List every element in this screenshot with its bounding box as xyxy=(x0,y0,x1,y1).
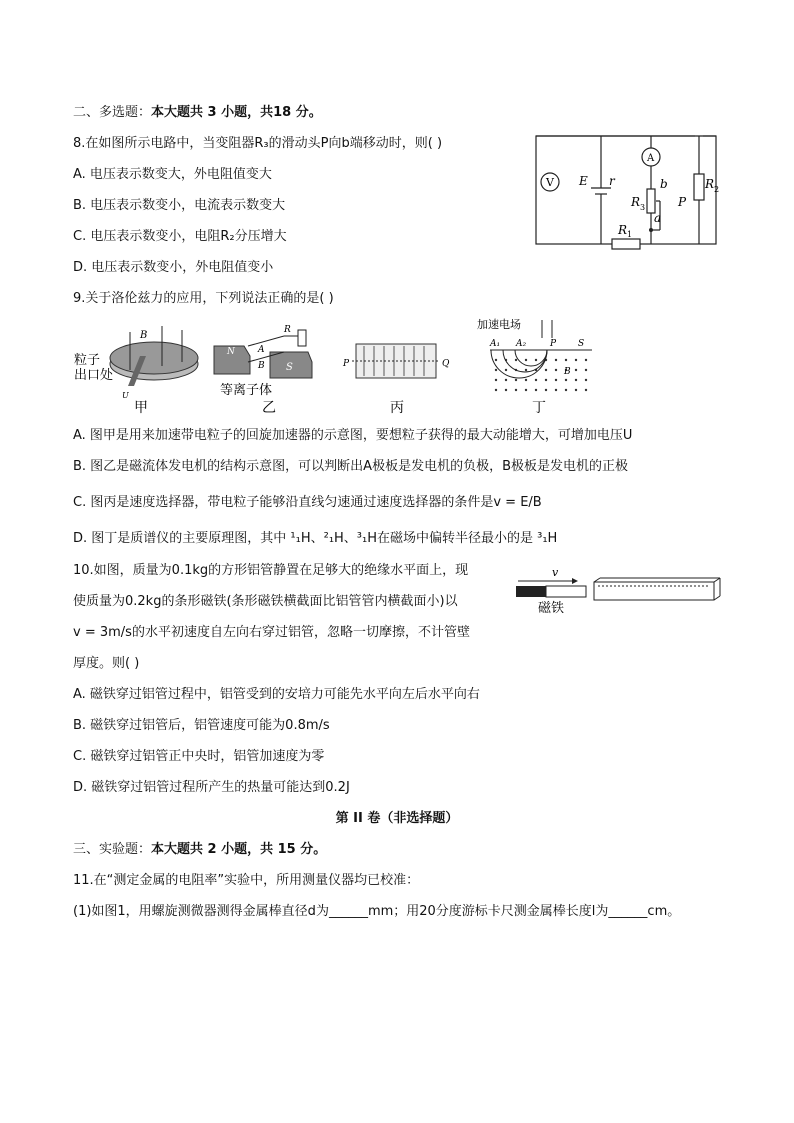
q10-option-c: C. 磁铁穿过铝管正中央时，铝管加速度为零 xyxy=(73,749,325,764)
q10-stem-line-1: 10.如图，质量为0.1kg的方形铝管静置在足够大的绝缘水平面上，现 xyxy=(73,563,469,578)
section-2-prefix: 二、多选题： xyxy=(73,105,152,120)
section-2-header xyxy=(73,104,322,122)
selector-p-label: P xyxy=(343,359,350,369)
mhd-generator-diagram xyxy=(214,325,312,416)
a-end-label: a xyxy=(654,211,662,225)
q10-stem-line-3: v = 3m/s的水平初速度自左向右穿过铝管，忽略一切摩擦，不计管壁 xyxy=(73,625,470,640)
voltmeter-label: V xyxy=(546,176,554,189)
q8-option-a: A. 电压表示数变大，外电阻值变大 xyxy=(73,167,272,182)
mhd-s-label: S xyxy=(286,362,293,373)
bar-magnet xyxy=(516,586,586,597)
q9-option-d: D. 图丁是质谱仪的主要原理图，其中 ¹₁H、²₁H、³₁H在磁场中偏转半径最小的是 ³₁H xyxy=(73,531,558,546)
q10-stem-line-2: 使质量为0.2kg的条形磁铁(条形磁铁横截面比铝管管内横截面小)以 xyxy=(73,594,458,609)
velocity-selector-diagram xyxy=(342,344,450,416)
cyclotron-label-1: 粒子 xyxy=(74,353,101,368)
mhd-plasma-label: 等离子体 xyxy=(220,383,273,398)
q8-option-d: D. 电压表示数变小，外电阻值变小 xyxy=(73,260,274,275)
q10-stem-line-4: 厚度。则( ) xyxy=(73,656,140,671)
cyclotron-label-2: 出口处 xyxy=(74,368,114,383)
mhd-b-label: B xyxy=(258,361,265,371)
selector-q-label: Q xyxy=(442,359,450,369)
section-3-prefix: 三、实验题： xyxy=(73,842,152,857)
q8-circuit-figure xyxy=(528,134,728,250)
q9-option-b: B. 图乙是磁流体发电机的结构示意图，可以判断出A极板是发电机的负极，B极板是发电机的正极 xyxy=(73,459,628,474)
magnet-label: 磁铁 xyxy=(538,601,565,616)
mhd-r-label: R xyxy=(284,325,291,335)
r1-label: R xyxy=(618,223,628,237)
q10-option-b: B. 磁铁穿过铝管后，铝管速度可能为0.8m/s xyxy=(73,718,330,733)
spectrometer-b-label: B xyxy=(564,367,571,377)
emf-label: E xyxy=(579,174,588,188)
spectrometer-s-label: S xyxy=(578,339,585,349)
q8-option-c: C. 电压表示数变小，电阻R₂分压增大 xyxy=(73,229,287,244)
q11-stem: 11.在“测定金属的电阻率”实验中，所用测量仪器均已校准： xyxy=(73,873,420,888)
r3-label: R xyxy=(631,195,641,209)
mhd-n-label: N xyxy=(227,347,235,357)
q8-stem: 8.在如图所示电路中，当变阻器R₃的滑动头P向b端移动时，则( ) xyxy=(73,136,443,151)
q9-option-c: C. 图丙是速度选择器，带电粒子能够沿直线匀速通过速度选择器的条件是v = E/B xyxy=(73,495,542,510)
r2-sub: 2 xyxy=(714,185,720,194)
section-3-header xyxy=(73,841,326,859)
r1-sub: 1 xyxy=(627,230,633,239)
spectrometer-title: 加速电场 xyxy=(477,318,521,331)
q9-figure xyxy=(72,316,612,416)
mass-spectrometer-diagram xyxy=(477,317,592,416)
section-2-info: 本大题共 3 小题，共18 分。 xyxy=(151,105,322,120)
part-2-title: 第 II 卷（非选择题） xyxy=(335,811,459,826)
panel-jia-label: 甲 xyxy=(134,400,148,416)
q10-figure xyxy=(512,564,722,618)
q10-option-a: A. 磁铁穿过铝管过程中，铝管受到的安培力可能先水平向左后水平向右 xyxy=(73,687,480,702)
ammeter-label: A xyxy=(647,153,655,164)
internal-r-label: r xyxy=(609,174,615,188)
panel-ding-label: 丁 xyxy=(532,400,546,416)
q9-stem: 9.关于洛伦兹力的应用，下列说法正确的是( ) xyxy=(73,291,334,306)
cyclotron-b-label: B xyxy=(140,330,148,341)
section-3-info: 本大题共 2 小题，共 15 分。 xyxy=(151,842,327,857)
aluminum-tube xyxy=(594,578,720,600)
spectrometer-a1-label: A₁ xyxy=(490,339,501,349)
spectrometer-a2-label: A₂ xyxy=(516,339,527,349)
r3-sub: 3 xyxy=(640,203,646,212)
q9-option-a: A. 图甲是用来加速带电粒子的回旋加速器的示意图，要想粒子获得的最大动能增大，可增加电压U xyxy=(73,428,633,443)
q11-part-1: (1)如图1，用螺旋测微器测得金属棒直径d为______mm；用20分度游标卡尺测金属棒长度l为______cm。 xyxy=(73,904,681,919)
cyclotron-u-label: U xyxy=(122,391,129,400)
mhd-a-label: A xyxy=(258,345,265,355)
panel-bing-label: 丙 xyxy=(390,400,404,416)
q10-option-d: D. 磁铁穿过铝管过程所产生的热量可能达到0.2J xyxy=(73,780,350,795)
r2-label: R xyxy=(705,177,715,191)
magnet-velocity-label: v xyxy=(552,566,559,579)
slider-p-label: P xyxy=(678,195,687,209)
cyclotron-diagram xyxy=(74,326,198,416)
spectrometer-p-label: P xyxy=(550,339,557,349)
q8-option-b: B. 电压表示数变小，电流表示数变大 xyxy=(73,198,286,213)
b-end-label: b xyxy=(660,177,668,191)
panel-yi-label: 乙 xyxy=(262,400,276,416)
